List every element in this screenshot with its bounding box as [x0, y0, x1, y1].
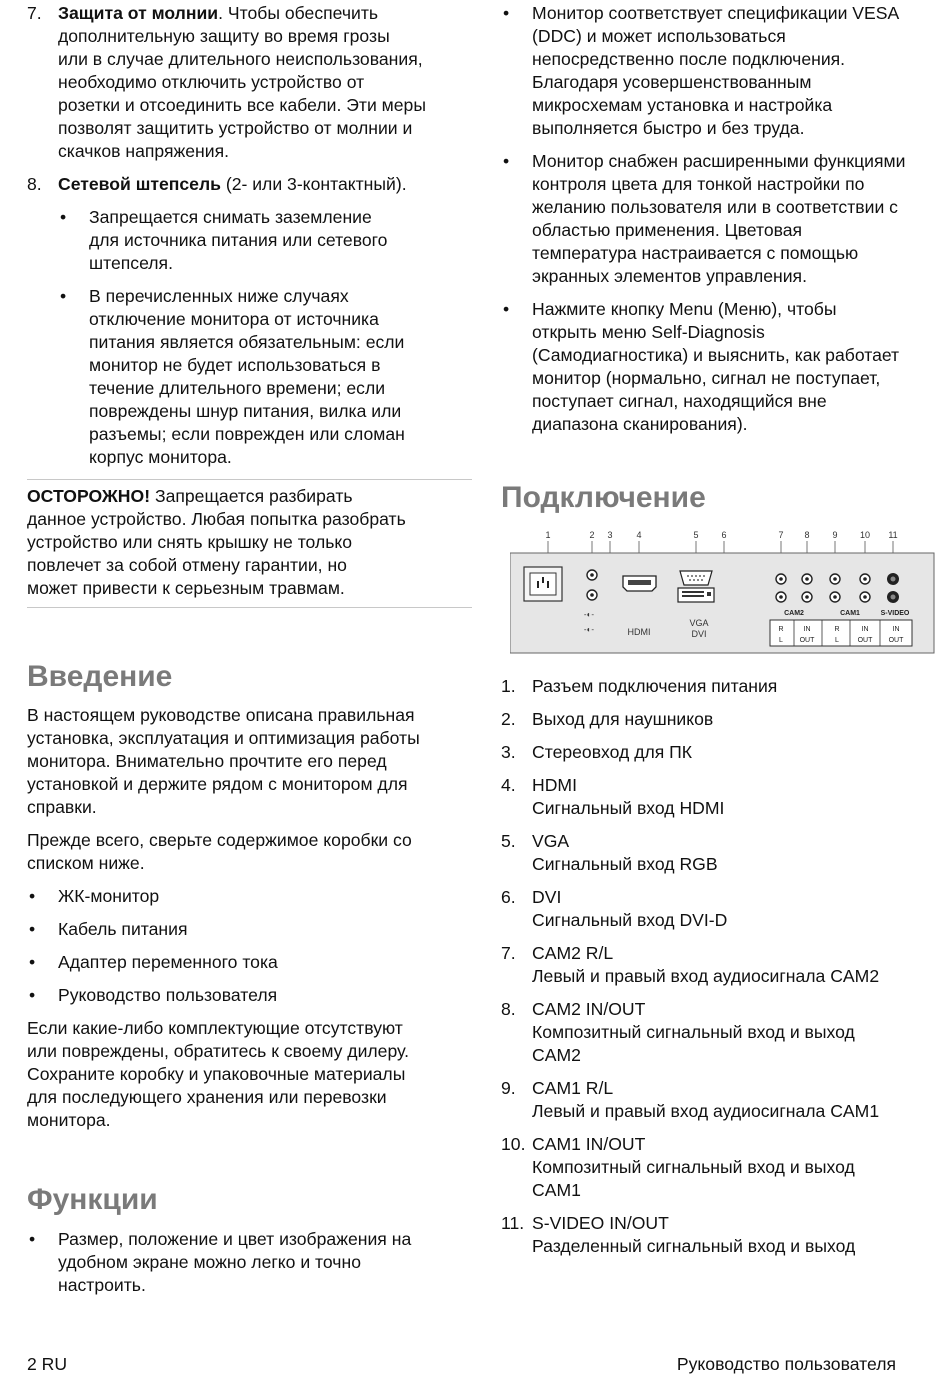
table-r: R — [778, 626, 784, 633]
callout-number: 4 — [636, 530, 642, 540]
text-line: питания является обязательным: если — [89, 332, 405, 352]
right-column — [501, 0, 946, 1268]
bullet-icon: • — [503, 3, 510, 23]
list-item — [27, 885, 472, 908]
text-line: желанию пользователя или в соответствии с — [532, 197, 898, 217]
text-line: устройство или снять крышку не только — [27, 532, 353, 552]
audio-symbol: -◐- — [583, 610, 595, 619]
list-item-text: Адаптер переменного тока — [58, 952, 278, 972]
bullet-icon: • — [29, 1229, 36, 1249]
cam2-label: CAM2 — [784, 610, 804, 617]
list-item-text: Кабель питания — [58, 919, 188, 939]
audio-symbol: -◐- — [583, 625, 595, 634]
text-line: температура настраивается с помощью — [532, 243, 859, 263]
item-number: 9. — [501, 1078, 516, 1098]
text-line: скачков напряжения. — [58, 141, 230, 161]
item-title: Сетевой штепсель — [58, 174, 221, 194]
text-line: розетки и отсоединить все кабели. Эти меры — [58, 95, 426, 115]
text-line: Сигнальный вход RGB — [532, 854, 718, 874]
bullet-icon: • — [503, 151, 510, 171]
warning-box — [27, 479, 472, 608]
bullet-icon: • — [29, 985, 36, 1005]
text-line: разъемы; если поврежден или сломан — [89, 424, 405, 444]
text-line: Запрещается снимать заземление — [89, 207, 372, 227]
text-line: CAM1 R/L — [532, 1078, 614, 1098]
bullet-icon: • — [60, 286, 67, 306]
text-line: или в случае длительного неиспользования, — [58, 49, 423, 69]
text-line: HDMI — [532, 775, 577, 795]
item-number: 2. — [501, 709, 516, 729]
connector-item — [501, 998, 946, 1067]
bullet-icon: • — [29, 919, 36, 939]
text-line: В перечисленных ниже случаях — [89, 286, 349, 306]
section-heading-intro: Введение — [27, 660, 173, 693]
text-line: Композитный сигнальный вход и выход — [532, 1157, 855, 1177]
text-line: (DDC) и может использоваться — [532, 26, 786, 46]
connector-item — [501, 886, 946, 932]
text-line: для источника питания или сетевого — [89, 230, 388, 250]
text-line: Благодаря усовершенствованным — [532, 72, 812, 92]
item-number: 4. — [501, 775, 516, 795]
text-line: монитора. — [27, 1110, 111, 1130]
text-line: течение длительного времени; если — [89, 378, 386, 398]
connector-item — [501, 830, 946, 876]
table-in: IN — [892, 626, 900, 633]
table-out: OUT — [888, 637, 904, 644]
text-line: Сигнальный вход HDMI — [532, 798, 725, 818]
table-r: R — [834, 626, 840, 633]
text-line: . Чтобы обеспечить — [218, 3, 379, 23]
table-out: OUT — [799, 637, 815, 644]
text-line: S-VIDEO IN/OUT — [532, 1213, 669, 1233]
text-line: областью применения. Цветовая — [532, 220, 803, 240]
text-line: необходимо отключить устройство от — [58, 72, 365, 92]
text-line: Запрещается разбирать — [150, 486, 353, 506]
text-line: (Самодиагностика) и выяснить, как работает — [532, 345, 900, 365]
text-line: экранных элементов управления. — [532, 266, 807, 286]
text-line: Разъем подключения питания — [532, 676, 778, 696]
item-number: 10. — [501, 1134, 526, 1154]
connector-item — [501, 708, 946, 731]
bullet-icon: • — [29, 886, 36, 906]
text-line: удобном экране можно легко и точно — [58, 1252, 361, 1272]
text-line: Разделенный сигнальный вход и выход — [532, 1236, 856, 1256]
text-line: CAM2 IN/OUT — [532, 999, 646, 1019]
cam1-label: CAM1 — [840, 610, 860, 617]
svideo-label: S-VIDEO — [880, 610, 910, 617]
table-l: L — [779, 637, 783, 644]
connector-item — [501, 1133, 946, 1202]
item-number: 8. — [501, 999, 516, 1019]
list-item — [501, 150, 946, 288]
text-line: CAM1 — [532, 1180, 581, 1200]
intro-paragraph — [27, 829, 472, 875]
list-item — [501, 2, 946, 140]
text-line: списком ниже. — [27, 853, 145, 873]
text-line: монитор (нормально, сигнал не поступает, — [532, 368, 881, 388]
connector-item — [501, 774, 946, 820]
hdmi-label: HDMI — [627, 627, 651, 637]
dvi-label: DVI — [691, 629, 707, 639]
callout-number: 8 — [804, 530, 810, 540]
text-line: штепселя. — [89, 253, 173, 273]
list-item-text: ЖК-монитор — [58, 886, 160, 906]
safety-item-8 — [27, 173, 472, 196]
text-line: В настоящем руководстве описана правильная — [27, 705, 415, 725]
list-item — [27, 1228, 472, 1297]
text-line: Монитор снабжен расширенными функциями — [532, 151, 906, 171]
rear-panel-diagram — [510, 529, 946, 657]
intro-paragraph — [27, 704, 472, 819]
list-item — [27, 984, 472, 1007]
list-item — [27, 951, 472, 974]
connector-item — [501, 942, 946, 988]
text-line: корпус монитора. — [89, 447, 232, 467]
connector-item — [501, 1212, 946, 1258]
table-in: IN — [861, 626, 869, 633]
text-line: может привести к серьезным травмам. — [27, 578, 345, 598]
item-number: 3. — [501, 742, 516, 762]
callout-number: 2 — [589, 530, 595, 540]
item-number: 11. — [501, 1213, 525, 1233]
callout-number: 9 — [832, 530, 838, 540]
section-heading-functions: Функции — [27, 1183, 158, 1216]
text-line: VGA — [532, 831, 570, 851]
item-number: 7. — [27, 3, 42, 23]
text-line: Если какие-либо комплектующие отсутствуют — [27, 1018, 403, 1038]
connector-item — [501, 1077, 946, 1123]
safety-item-7 — [27, 2, 472, 163]
list-item — [27, 918, 472, 941]
callout-number: 1 — [545, 530, 551, 540]
text-line: для последующего хранения или перевозки — [27, 1087, 387, 1107]
text-line: выполняется быстро и без труда. — [532, 118, 805, 138]
text-line: справки. — [27, 797, 97, 817]
left-column — [27, 0, 472, 1307]
text-line: открыть меню Self-Diagnosis — [532, 322, 765, 342]
item-number: 5. — [501, 831, 516, 851]
text-line: повреждены шнур питания, вилка или — [89, 401, 402, 421]
text-line: Сохраните коробку и упаковочные материалы — [27, 1064, 406, 1084]
text-line: CAM2 — [532, 1045, 581, 1065]
sub-bullet — [27, 206, 472, 275]
text-line: Стереовход для ПК — [532, 742, 693, 762]
sub-bullet — [27, 285, 472, 469]
text-line: DVI — [532, 887, 562, 907]
item-number: 1. — [501, 676, 516, 696]
text-line: Выход для наушников — [532, 709, 714, 729]
text-line: данное устройство. Любая попытка разобрать — [27, 509, 406, 529]
text-line: Левый и правый вход аудиосигнала CAM2 — [532, 966, 880, 986]
text-line: повлечет за собой отмену гарантии, но — [27, 555, 347, 575]
text-line: непосредственно после подключения. — [532, 49, 846, 69]
text-line: CAM2 R/L — [532, 943, 614, 963]
intro-paragraph — [27, 1017, 472, 1132]
item-number: 7. — [501, 943, 516, 963]
bullet-icon: • — [29, 952, 36, 972]
footer-title: Руководство пользователя — [676, 1354, 896, 1374]
text-line: микросхемам установка и настройка — [532, 95, 833, 115]
item-number: 6. — [501, 887, 516, 907]
text-line: Композитный сигнальный вход и выход — [532, 1022, 855, 1042]
callout-number: 10 — [859, 530, 871, 540]
text-line: дополнительную защиту во время грозы — [58, 26, 390, 46]
text-line: Нажмите кнопку Menu (Меню), чтобы — [532, 299, 837, 319]
text-line: настроить. — [58, 1275, 146, 1295]
text-line: CAM1 IN/OUT — [532, 1134, 646, 1154]
text-line: установкой и держите рядом с монитором для — [27, 774, 408, 794]
item-title: Защита от молнии — [58, 3, 219, 23]
connector-item — [501, 741, 946, 764]
bullet-icon: • — [60, 207, 67, 227]
page-number: 2 RU — [27, 1354, 68, 1374]
list-item-text: Руководство пользователя — [58, 985, 278, 1005]
text-line: позволят защитить устройство от молнии и — [58, 118, 413, 138]
text-line: отключение монитора от источника — [89, 309, 379, 329]
text-line: Размер, положение и цвет изображения на — [58, 1229, 412, 1249]
text-line: монитора. Внимательно прочтите его перед — [27, 751, 387, 771]
vga-label: VGA — [689, 618, 709, 628]
callout-number: 7 — [778, 530, 784, 540]
warning-label: ОСТОРОЖНО! — [27, 486, 151, 506]
item-number: 8. — [27, 174, 42, 194]
list-item — [501, 298, 946, 436]
text-line: поступает сигнал, находящийся вне — [532, 391, 827, 411]
text-line: диапазона сканирования). — [532, 414, 748, 434]
callout-number: 5 — [693, 530, 699, 540]
callout-number: 3 — [607, 530, 613, 540]
text-line: или повреждены, обратитесь к своему дилеру. — [27, 1041, 409, 1061]
connector-item — [501, 675, 946, 698]
text-line: Прежде всего, сверьте содержимое коробки со — [27, 830, 412, 850]
text-line: установка, эксплуатация и оптимизация работы — [27, 728, 420, 748]
text-line: контроля цвета для тонкой настройки по — [532, 174, 865, 194]
table-l: L — [835, 637, 839, 644]
section-heading-connection: Подключение — [501, 481, 706, 514]
text-line: Левый и правый вход аудиосигнала CAM1 — [532, 1101, 880, 1121]
table-in: IN — [803, 626, 811, 633]
callout-number: 11 — [888, 530, 898, 540]
text-line: Сигнальный вход DVI-D — [532, 910, 728, 930]
text-line: монитор не будет использоваться в — [89, 355, 381, 375]
text-line: (2- или 3-контактный). — [220, 174, 407, 194]
callout-number: 6 — [721, 530, 727, 540]
bullet-icon: • — [503, 299, 510, 319]
text-line: Монитор соответствует спецификации VESA — [532, 3, 900, 23]
table-out: OUT — [857, 637, 873, 644]
